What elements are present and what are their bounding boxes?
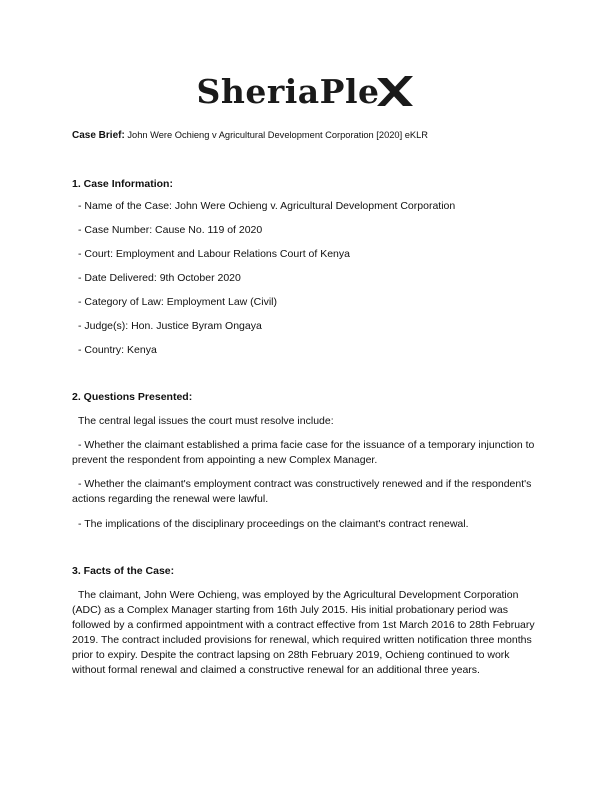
section-title-questions-presented: 2. Questions Presented: [72,391,193,403]
case-info-item: - Category of Law: Employment Law (Civil) [78,296,277,308]
case-info-item: - Date Delivered: 9th October 2020 [78,272,241,284]
question-item: - The implications of the disciplinary proceedings on the claimant's contract renewal. [78,518,469,530]
case-info-item: - Court: Employment and Labour Relations Court of Kenya [78,248,350,260]
questions-intro: The central legal issues the court must resolve include: [78,415,334,427]
logo [0,72,612,122]
case-info-item: - Judge(s): Hon. Justice Byram Ongaya [78,320,262,332]
logo-wordmark: SheriaPle [196,72,380,111]
section-title-case-information: 1. Case Information: [72,178,173,190]
case-brief-label: Case Brief: [72,130,125,141]
section-title-facts: 3. Facts of the Case: [72,565,175,577]
facts-paragraph: The claimant, John Were Ochieng, was employed by the Agricultural Development Corporation (ADC) as a Complex Manager starting from 16th July 2015. His initial probationary period was followed by a confirmed appointment with a contract effective from 1st March 2016 to 28th February 2019. The contract included provisions for renewal, which required written notification three months prior to expiry. Despite the contract lapsing on 28th February 2019, Ochieng continued to work without formal renewal and claimed a constructive renewal for an additional three years. [72,589,535,676]
question-item: - Whether the claimant established a prima facie case for the issuance of a temporary injunction to prevent the respondent from appointing a new Complex Manager. [72,439,535,466]
case-info-item: - Country: Kenya [78,344,157,356]
question-item: - Whether the claimant's employment contract was constructively renewed and if the respondent's actions regarding the renewal were lawful. [72,478,532,505]
logo-x-mark-icon [375,74,415,110]
case-info-item: - Case Number: Cause No. 119 of 2020 [78,224,263,236]
case-brief-line [72,130,542,141]
case-info-item: - Name of the Case: John Were Ochieng v. Agricultural Development Corporation [78,200,456,212]
case-brief-text: John Were Ochieng v Agricultural Development Corporation [2020] eKLR [127,130,428,140]
